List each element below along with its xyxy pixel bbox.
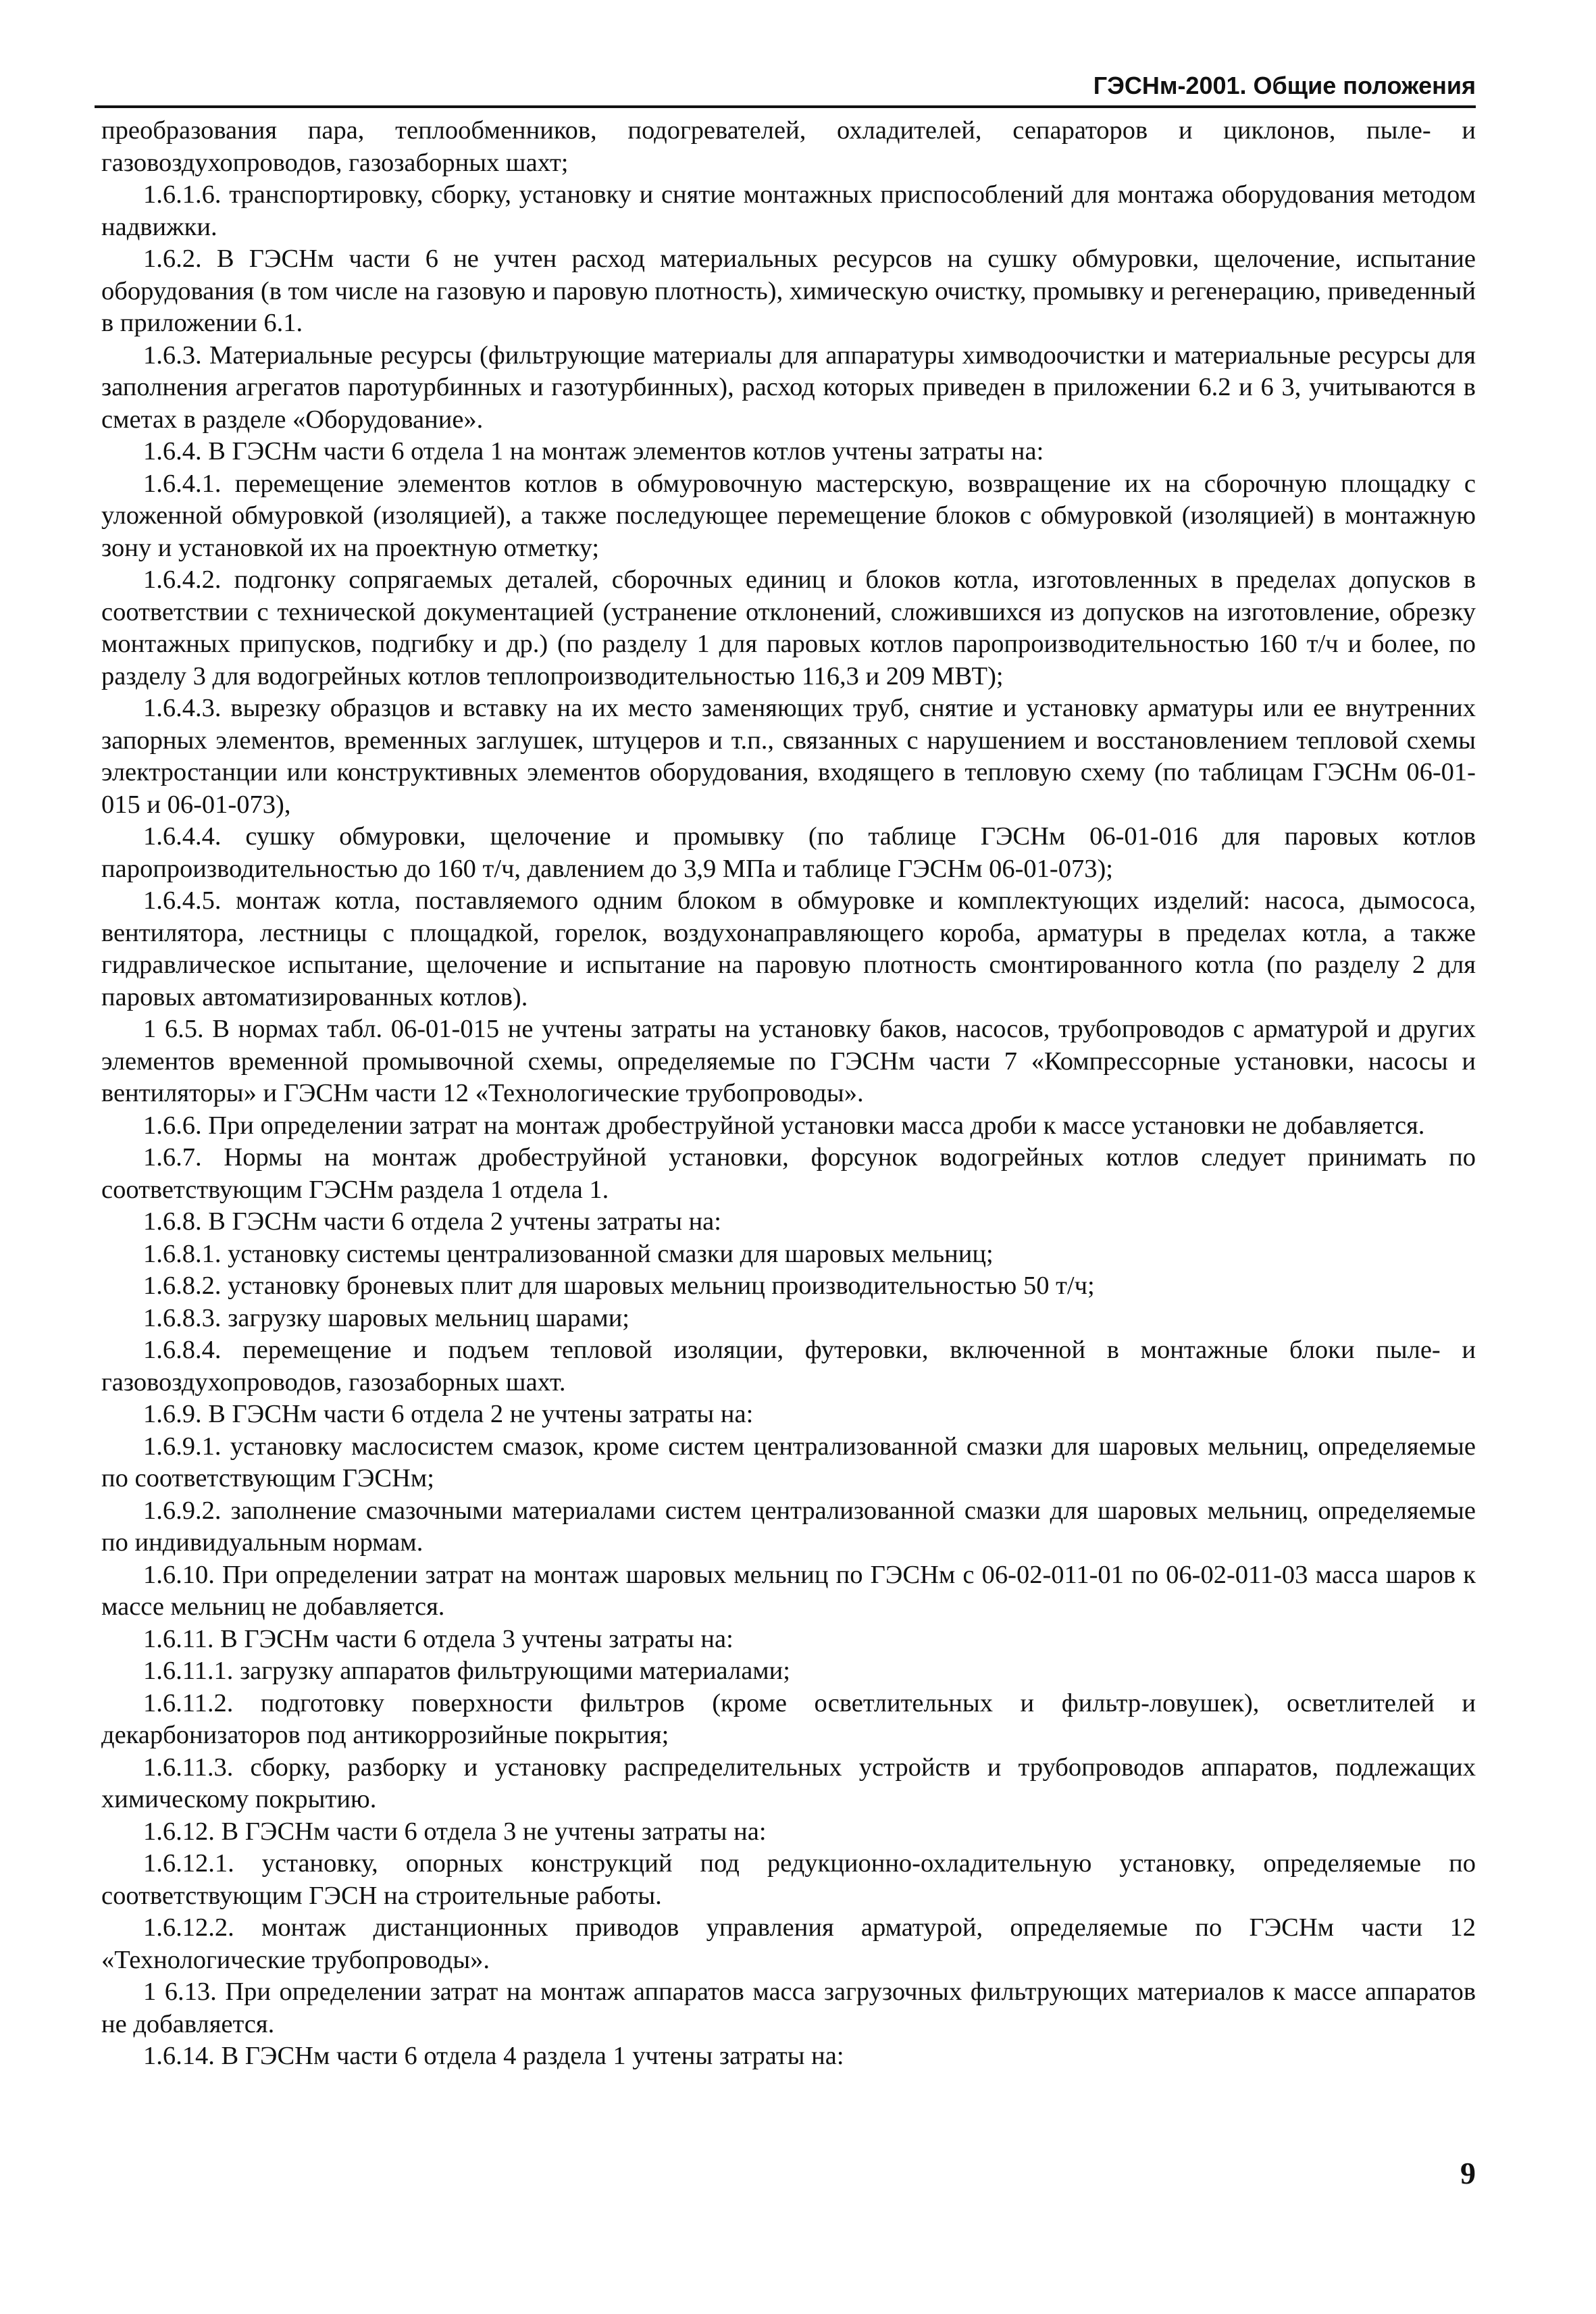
paragraph: 1.6.9. В ГЭСНм части 6 отдела 2 не учтены затраты на: — [143, 1400, 754, 1428]
paragraph: 1.6.8.1. установку системы централизованной смазки для шаровых мельниц; — [143, 1239, 994, 1268]
paragraph: 1.6.8.4. перемещение и подъем тепловой изоляции, футеровки, включенной в монтажные блоки пыле- и газовоздухопроводов, газозаборных шахт. — [101, 1336, 1476, 1397]
paragraph: 1.6.10. При определении затрат на монтаж шаровых мельниц по ГЭСНм с 06-02-011-01 по 06-02-011-03 масса шаров к массе мельниц не добавляется. — [101, 1560, 1476, 1621]
paragraph: 1.6.9.2. заполнение смазочными материалами систем централизованной смазки для шаровых мельниц, определяемые по индивидуальным нормам. — [101, 1496, 1476, 1557]
paragraph: 1.6.4.5. монтаж котла, поставляемого одним блоком в обмуровке и комплектующих изделий: насоса, дымососа, вентилятора, лестницы с площадкой, горелок, воздухонаправляющего короба, арматуры в пределах котла, а также гидравлическое испытание, щелочение и испытание на паровую плотность смонтированного котла (по разделу 2 для паровых автоматизированных котлов). — [101, 886, 1476, 1011]
paragraph: 1.6.8. В ГЭСНм части 6 отдела 2 учтены затраты на: — [143, 1207, 721, 1236]
paragraph: 1.6.11.1. загрузку аппаратов фильтрующими материалами; — [143, 1657, 790, 1685]
paragraph: 1.6.4. В ГЭСНм части 6 отдела 1 на монтаж элементов котлов учтены затраты на: — [143, 437, 1044, 466]
paragraph: 1.6.12.2. монтаж дистанционных приводов управления арматурой, определяемые по ГЭСНм части 12 «Технологические трубопроводы». — [101, 1913, 1476, 1974]
paragraph: 1.6.11. В ГЭСНм части 6 отдела 3 учтены затраты на: — [143, 1624, 733, 1653]
paragraph: 1.6.8.2. установку броневых плит для шаровых мельниц производительностью 50 т/ч; — [143, 1272, 1095, 1300]
paragraph: 1.6.11.3. сборку, разборку и установку распределительных устройств и трубопроводов аппаратов, подлежащих химическому покрытию. — [101, 1753, 1476, 1813]
page-number: 9 — [1460, 2156, 1476, 2190]
paragraph: 1.6.7. Нормы на монтаж дробеструйной установки, форсунок водогрейных котлов следует принимать по соответствующим ГЭСНм раздела 1 отдела 1. — [101, 1143, 1476, 1204]
paragraph: 1 6.5. В нормах табл. 06-01-015 не учтены затраты на установку баков, насосов, трубопроводов с арматурой и других элементов временной промывочной схемы, определяемые по ГЭСНм части 7 «Компрессорные установки, насосы и вентиляторы» и ГЭСНм части 12 «Технологические трубопроводы». — [101, 1015, 1476, 1107]
paragraph: 1.6.8.3. загрузку шаровых мельниц шарами; — [143, 1303, 629, 1332]
paragraph: 1.6.11.2. подготовку поверхности фильтров (кроме осветлительных и фильтр-ловушек), осветлителей и декарбонизаторов под антикоррозийные покрытия; — [101, 1688, 1476, 1749]
paragraph: 1.6.3. Материальные ресурсы (фильтрующие материалы для аппаратуры химводоочистки и материальные ресурсы для заполнения агрегатов паротурбинных и газотурбинных), расход которых приведен в приложении 6.2 и 6 3, учитываются в сметах в разделе «Оборудование». — [101, 341, 1476, 434]
paragraph: 1.6.4.4. сушку обмуровки, щелочение и промывку (по таблице ГЭСНм 06-01-016 для паровых котлов паропроизводительностью до 160 т/ч, давлением до 3,9 МПа и таблице ГЭСНм 06-01-073); — [101, 822, 1476, 883]
paragraph: 1.6.4.3. вырезку образцов и вставку на их место заменяющих труб, снятие и установку арматуры или ее внутренних запорных элементов, временных заглушек, штуцеров и т.п., связанных с нарушением и восстановлением тепловой схемы электростанции или конструктивных элементов оборудования, входящего в тепловую схему (по таблицам ГЭСНм 06-01-015 и 06-01-073), — [101, 694, 1476, 819]
paragraph: преобразования пара, теплообменников, подогревателей, охладителей, сепараторов и циклонов, пыле- и газовоздухопроводов, газозаборных шахт; — [101, 116, 1476, 177]
paragraph: 1.6.14. В ГЭСНм части 6 отдела 4 раздела 1 учтены затраты на: — [143, 2042, 844, 2070]
paragraph: 1.6.1.6. транспортировку, сборку, установку и снятие монтажных приспособлений для монтажа оборудования методом надвижки. — [101, 180, 1476, 241]
paragraph: 1.6.12. В ГЭСНм части 6 отдела 3 не учтены затраты на: — [143, 1817, 767, 1846]
paragraph: 1.6.2. В ГЭСНм части 6 не учтен расход материальных ресурсов на сушку обмуровки, щелочение, испытание оборудования (в том числе на газовую и паровую плотность), химическую очистку, промывку и регенерацию, приведенный в приложении 6.1. — [101, 245, 1476, 337]
paragraph: 1.6.9.1. установку маслосистем смазок, кроме систем централизованной смазки для шаровых мельниц, определяемые по соответствующим ГЭСНм; — [101, 1432, 1476, 1492]
paragraph: 1.6.4.2. подгонку сопрягаемых деталей, сборочных единиц и блоков котла, изготовленных в пределах допусков в соответствии с технической документацией (устранение отклонений, сложившихся из допусков на изготовление, обрезку монтажных припусков, подгибку и др.) (по разделу 1 для паровых котлов паропроизводительностью 160 т/ч и более, по разделу 3 для водогрейных котлов теплопроизводительностью 116,3 и 209 МВТ); — [101, 565, 1476, 690]
header-title: ГЭСНм-2001. Общие положения — [1093, 72, 1476, 99]
paragraph: 1.6.12.1. установку, опорных конструкций под редукционно-охладительную установку, определяемые по соответствующим ГЭСН на строительные работы. — [101, 1849, 1476, 1910]
document-body — [101, 115, 1476, 2073]
running-header — [95, 66, 1476, 108]
paragraph: 1.6.6. При определении затрат на монтаж дробеструйной установки масса дроби к массе установки не добавляется. — [143, 1111, 1425, 1140]
paragraph: 1.6.4.1. перемещение элементов котлов в обмуровочную мастерскую, возвращение их на сборочную площадку с уложенной обмуровкой (изоляцией), а также последующее перемещение блоков с обмуровкой (изоляцией) в монтажную зону и установкой их на проектную отметку; — [101, 469, 1476, 562]
paragraph: 1 6.13. При определении затрат на монтаж аппаратов масса загрузочных фильтрующих материалов к массе аппаратов не добавляется. — [101, 1978, 1476, 2038]
